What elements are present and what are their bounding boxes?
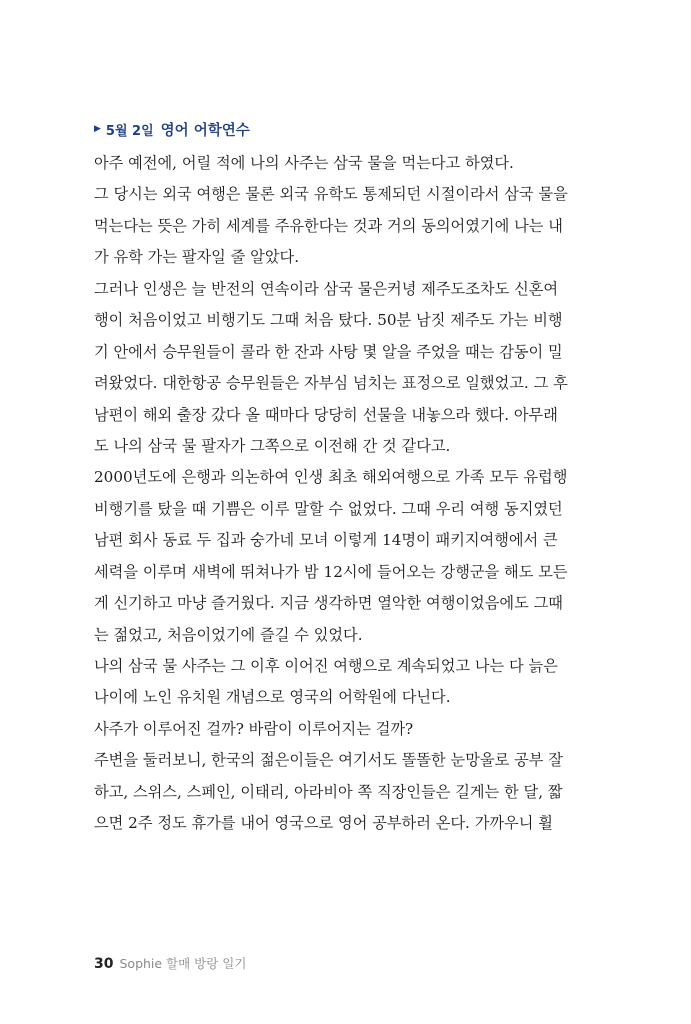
section-date: 5월 2일 <box>105 123 154 139</box>
text-line: 남편 회사 동료 두 집과 숭가네 모녀 이렇게 14명이 패키지여행에서 큰 <box>94 531 558 550</box>
body-text <box>94 148 588 840</box>
text-line: 하고, 스위스, 스페인, 이태리, 아라비아 쪽 직장인들은 길게는 한 달, 짧 <box>94 782 563 801</box>
text-line: 는 젊었고, 처음이었기에 즐길 수 있었다. <box>94 625 363 644</box>
text-line: 게 신기하고 마냥 즐거웠다. 지금 생각하면 열악한 여행이었음에도 그때 <box>94 594 563 613</box>
text-line: 기 안에서 승무원들이 콜라 한 잔과 사탕 몇 알을 주었을 때는 감동이 밀 <box>94 342 563 361</box>
text-line: 으면 2주 정도 휴가를 내어 영국으로 영어 공부하러 온다. 가까우니 휠 <box>94 814 553 833</box>
page-number: 30 <box>94 956 114 972</box>
text-line: 행이 처음이었고 비행기도 그때 처음 탔다. 50분 남짓 제주도 가는 비행 <box>94 311 563 330</box>
text-line: 려왔었다. 대한항공 승무원들은 자부심 넘치는 표정으로 일했었고. 그 후 <box>94 374 568 393</box>
text-line: 나의 삼국 물 사주는 그 이후 이어진 여행으로 계속되었고 나는 다 늙은 <box>94 657 558 675</box>
text-line: 사주가 이루어진 걸까? 바람이 이루어지는 걸까? <box>94 719 414 738</box>
text-line: 비행기를 탔을 때 기쁨은 이루 말할 수 없었다. 그때 우리 여행 동지였던 <box>94 499 563 518</box>
text-line: 아주 예전에, 어릴 적에 나의 사주는 삼국 물을 먹는다고 하였다. <box>94 154 514 172</box>
book-title: Sophie 할매 방랑 일기 <box>119 956 247 971</box>
text-line: 가 유학 가는 팔자일 줄 알았다. <box>94 248 300 267</box>
text-line: 먹는다는 뜻은 가히 세계를 주유한다는 것과 거의 동의어였기에 나는 내 <box>94 216 563 235</box>
text-line: 그 당시는 외국 여행은 물론 외국 유학도 통제되던 시절이라서 삼국 물을 <box>94 185 568 204</box>
text-line: 나이에 노인 유치원 개념으로 영국의 어학원에 다닌다. <box>94 688 451 707</box>
section-header <box>94 119 250 139</box>
triangle-right-icon: ▶ <box>94 124 101 134</box>
text-line: 주변을 둘러보니, 한국의 젊은이들은 여기서도 똘똘한 눈망울로 공부 잘 <box>94 751 563 770</box>
text-line: 세력을 이루며 새벽에 뛰쳐나가 밤 12시에 들어오는 강행군을 해도 모든 <box>94 562 568 581</box>
section-title: 영어 어학연수 <box>160 122 250 139</box>
text-line: 남편이 해외 출장 갔다 올 때마다 당당히 선물을 내놓으라 했다. 아무래 <box>94 405 558 424</box>
text-line: 도 나의 삼국 물 팔자가 그쪽으로 이전해 간 것 같다고. <box>94 436 451 455</box>
text-line: 2000년도에 은행과 의논하여 인생 최초 해외여행으로 가족 모두 유럽행 <box>94 468 568 487</box>
page-footer <box>94 954 246 974</box>
text-line: 그러나 인생은 늘 반전의 연속이라 삼국 물은커녕 제주도조차도 신혼여 <box>94 279 559 298</box>
